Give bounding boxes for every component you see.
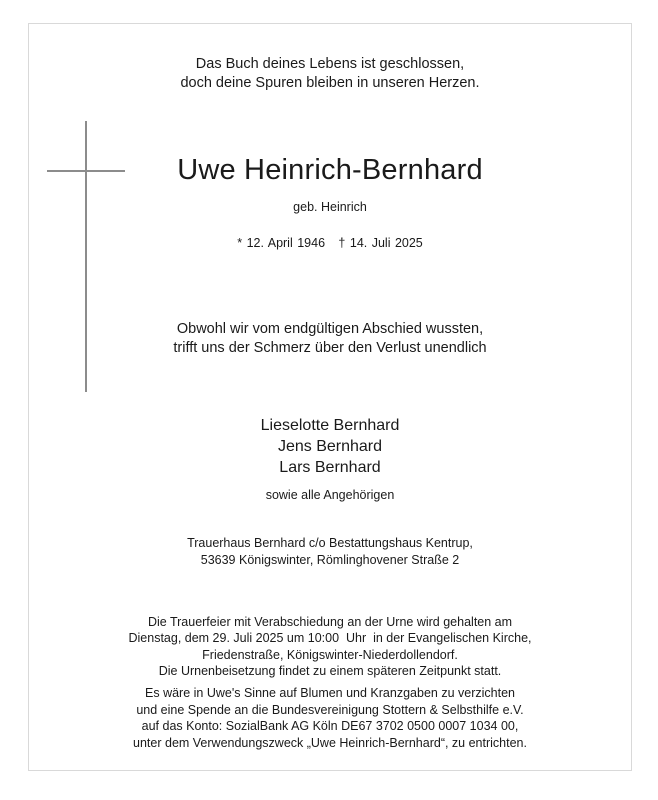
birth-name: geb. Heinrich — [293, 200, 367, 214]
donation-line: auf das Konto: SozialBank AG Köln DE67 3702 0500 0007 1034 00, — [141, 719, 519, 733]
quote-line: Das Buch deines Lebens ist geschlossen, — [195, 56, 465, 72]
donation-line: und eine Spende an die Bundesvereinigung Stottern & Selbsthilfe e.V. — [136, 702, 524, 717]
ceremony-line: Die Trauerfeier mit Verabschiedung an der Urne wird gehalten am — [147, 614, 513, 629]
mourner-name: Jens Bernhard — [277, 438, 383, 455]
donation-request — [30, 685, 630, 751]
donation-line: unter dem Verwendungszweck „Uwe Heinrich-Bernhard“, zu entrichten. — [133, 735, 527, 750]
mourner-name: Lieselotte Bernhard — [260, 417, 400, 434]
farewell-line: Obwohl wir vom endgültigen Abschied wussten, — [176, 321, 484, 337]
address-line: 53639 Königswinter, Römlinghovener Straße 2 — [200, 552, 460, 567]
mourner-name: Lars Bernhard — [279, 459, 381, 476]
address-line: Trauerhaus Bernhard c/o Bestattungshaus Kentrup, — [187, 536, 473, 550]
farewell-text — [30, 320, 630, 358]
ceremony-line: Friedenstraße, Königswinter-Niederdollendorf. — [202, 647, 458, 662]
farewell-line: trifft uns der Schmerz über den Verlust unendlich — [173, 340, 487, 356]
life-dates: * 12. April 1946 † 14. Juli 2025 — [237, 236, 423, 250]
deceased-name: Uwe Heinrich-Bernhard — [177, 154, 483, 186]
quote-line: doch deine Spuren bleiben in unseren Herzen. — [180, 75, 480, 91]
opening-quote — [30, 55, 630, 93]
mourners-list — [30, 415, 630, 478]
ceremony-details — [30, 597, 630, 680]
funeral-home-address — [30, 535, 630, 568]
ceremony-line: Dienstag, dem 29. Juli 2025 um 10:00 Uhr in der Evangelischen Kirche, — [128, 631, 532, 645]
ceremony-line: Die Urnenbeisetzung findet zu einem späteren Zeitpunkt statt. — [158, 664, 502, 678]
other-relatives: sowie alle Angehörigen — [265, 488, 395, 502]
donation-line: Es wäre in Uwe's Sinne auf Blumen und Kranzgaben zu verzichten — [145, 686, 515, 700]
